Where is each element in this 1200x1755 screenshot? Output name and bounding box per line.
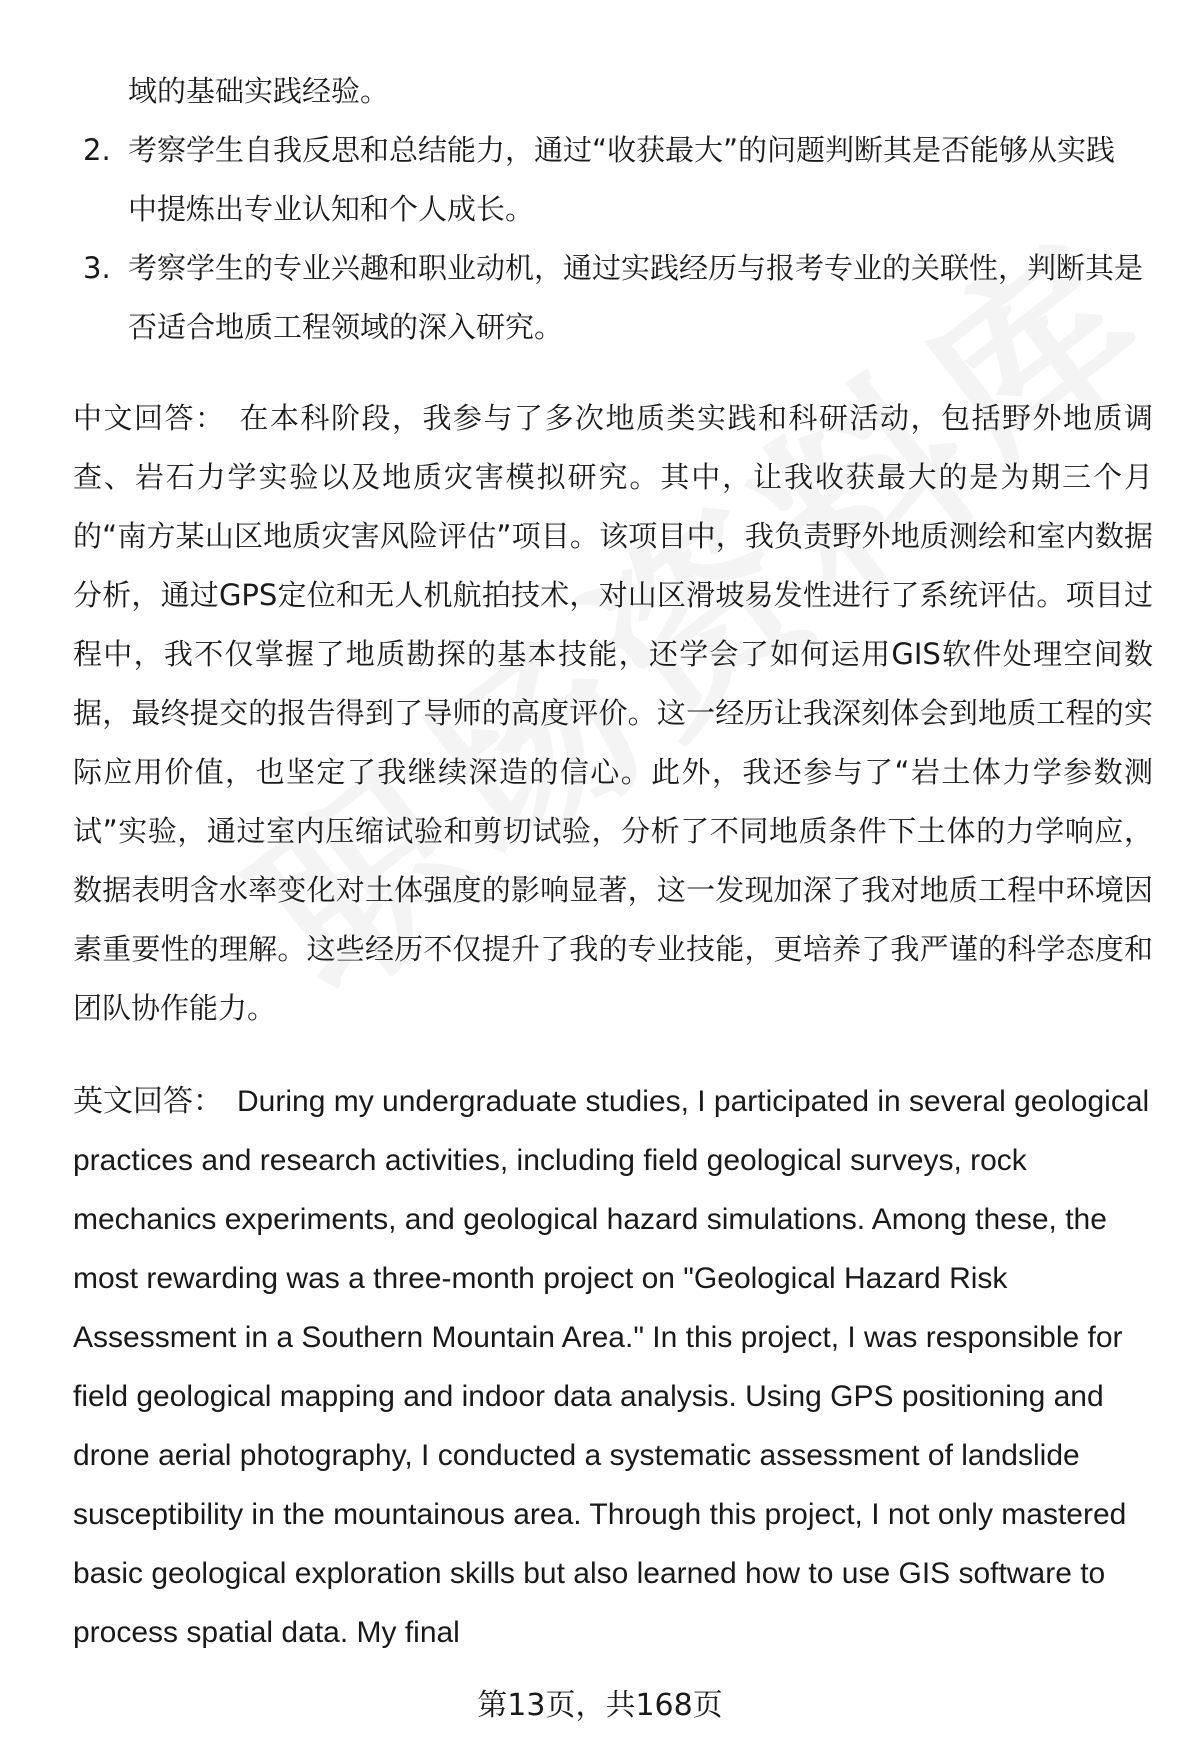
evaluation-points-list (73, 62, 1143, 357)
english-answer-label: 英文回答： (73, 1085, 223, 1118)
english-answer-paragraph (73, 1072, 1153, 1662)
list-item-text: 考察学生自我反思和总结能力，通过“收获最大”的问题判断其是否能够从实践中提炼出专业认知和个人成长。 (128, 133, 1116, 226)
chinese-answer-paragraph (73, 389, 1153, 1038)
list-item-number: 3. (83, 251, 111, 285)
list-item (73, 62, 1143, 121)
list-item-text: 域的基础实践经验。 (128, 74, 390, 108)
page-number-footer: 第13页，共168页 (477, 1688, 723, 1723)
list-item (73, 239, 1143, 357)
english-answer-text: During my undergraduate studies, I participated in several geological practices and research activities, including field geological surveys, rock mechanics experiments, and geological hazard simulations. Among these, the most rewarding was a three-month project on "Geological Hazard Risk Assessment in a Southern Mountain Area." In this project, I was responsible for field geological mapping and indoor data analysis. Using GPS positioning and drone aerial photography, I conducted a systematic assessment of landslide susceptibility in the mountainous area. Through this project, I not only mastered basic geological exploration skills but also learned how to use GIS software to process spatial data. My final (73, 1085, 1150, 1649)
list-item-number: 2. (83, 133, 111, 167)
chinese-answer-label: 中文回答： (73, 401, 226, 435)
chinese-answer-text: 在本科阶段，我参与了多次地质类实践和科研活动，包括野外地质调查、岩石力学实验以及地质灾害模拟研究。其中，让我收获最大的是为期三个月的“南方某山区地质灾害风险评估”项目。该项目中，我负责野外地质测绘和室内数据分析，通过GPS定位和无人机航拍技术，对山区滑坡易发性进行了系统评估。项目过程中，我不仅掌握了地质勘探的基本技能，还学会了如何运用GIS软件处理空间数据，最终提交的报告得到了导师的高度评价。这一经历让我深刻体会到地质工程的实际应用价值，也坚定了我继续深造的信心。此外，我还参与了“岩土体力学参数测试”实验，通过室内压缩试验和剪切试验，分析了不同地质条件下土体的力学响应，数据表明含水率变化对土体强度的影响显著，这一发现加深了我对地质工程中环境因素重要性的理解。这些经历不仅提升了我的专业技能，更培养了我严谨的科学态度和团队协作能力。 (73, 401, 1153, 1025)
list-item-text: 考察学生的专业兴趣和职业动机，通过实践经历与报考专业的关联性，判断其是否适合地质工程领域的深入研究。 (128, 251, 1144, 344)
list-item (73, 121, 1143, 239)
